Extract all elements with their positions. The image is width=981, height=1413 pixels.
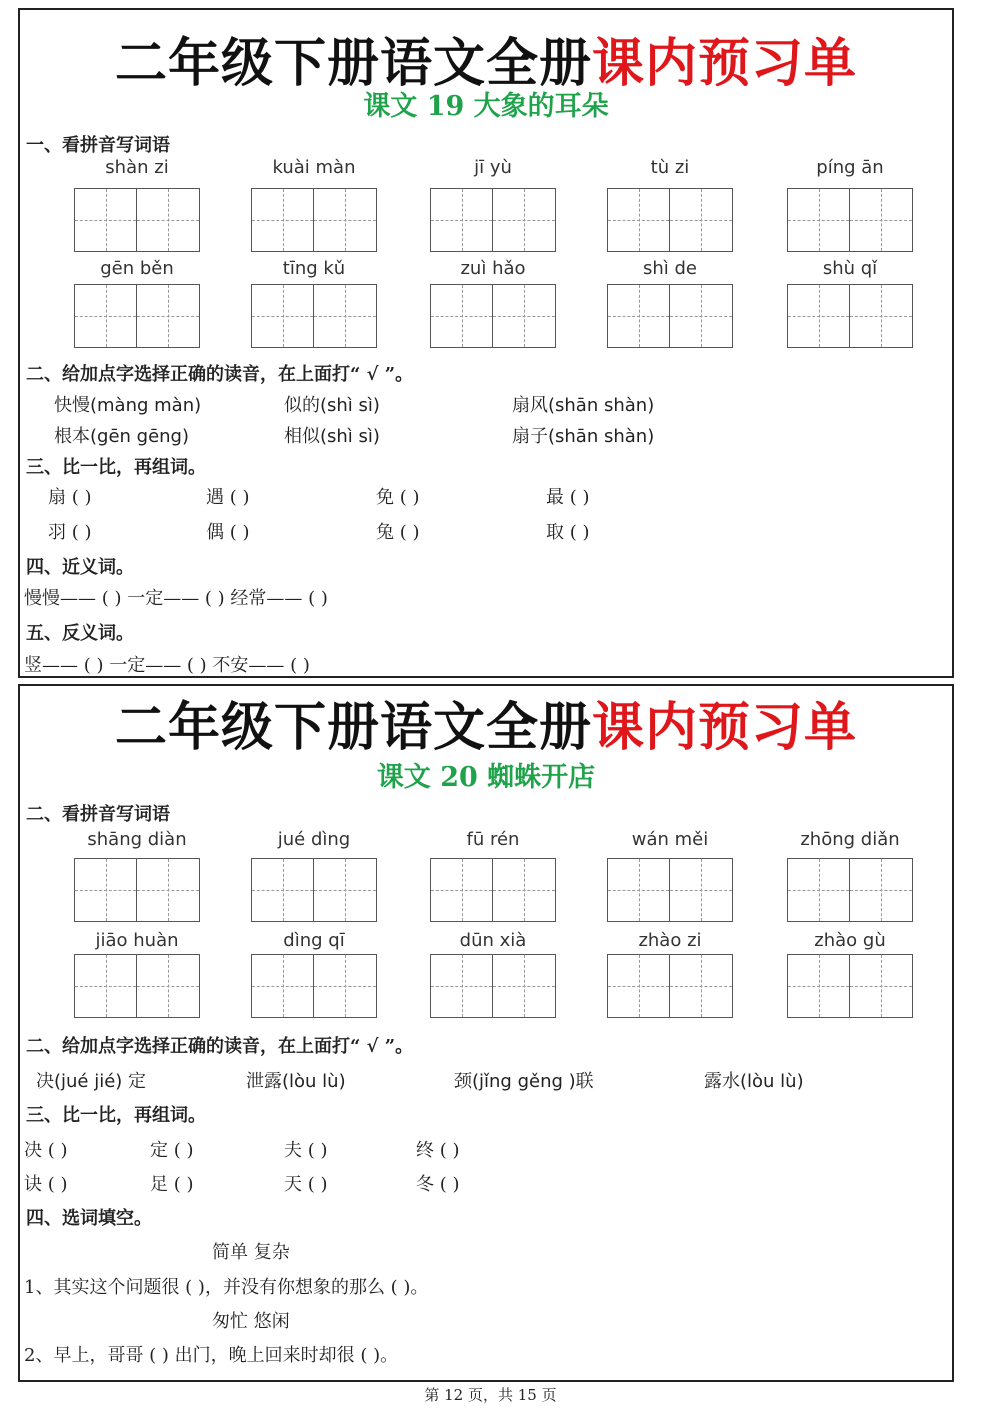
compare-item[interactable]: 冬 ( ) [416,1174,460,1195]
fill-blank-sentence[interactable]: 1、其实这个问题很 ( )，并没有你想象的那么 ( )。 [24,1277,429,1298]
section-heading: 二、看拼音写词语 [26,804,170,825]
worksheet-title: 二年级下册语文全册课内预习单 [114,33,858,94]
section-heading: 二、给加点字选择正确的读音，在上面打“ √ ”。 [26,1036,414,1057]
reading-choice[interactable]: 似的(shì sì) [284,395,380,416]
compare-item[interactable]: 扇 ( ) [48,487,92,508]
reading-choice[interactable]: 根本(gēn gēng) [54,426,190,447]
writing-grid[interactable] [430,188,556,252]
reading-choice[interactable]: 扇风(shān shàn) [512,395,655,416]
pinyin-label: shì de [642,258,697,279]
page-number: 第 12 页，共 15 页 [424,1386,557,1404]
pinyin-label: zhào gù [814,930,886,951]
writing-grid[interactable] [74,188,200,252]
worksheet-title: 二年级下册语文全册课内预习单 [114,697,858,758]
worksheet-lesson-20 [18,684,954,1382]
writing-grid[interactable] [430,954,556,1018]
writing-grid[interactable] [251,858,377,922]
compare-item[interactable]: 兔 ( ) [376,522,420,543]
pinyin-label: píng ān [816,157,884,178]
pinyin-label: tù zi [650,157,690,178]
pinyin-label: fū rén [466,829,520,850]
pinyin-label: jué dìng [277,829,351,850]
writing-grid[interactable] [74,954,200,1018]
section-heading: 五、反义词。 [26,623,134,644]
pinyin-label: jī yù [474,157,512,178]
reading-choice[interactable]: 泄露(lòu lù) [246,1071,346,1092]
section-heading: 四、近义词。 [26,557,134,578]
word-choices: 简单 复杂 [212,1242,290,1263]
pinyin-label: shàn zi [105,157,169,178]
compare-item[interactable]: 偶 ( ) [206,522,250,543]
writing-grid[interactable] [787,858,913,922]
writing-grid[interactable] [251,188,377,252]
writing-grid[interactable] [74,858,200,922]
lesson-subtitle: 课文 19 大象的耳朵 [363,91,609,122]
reading-choice[interactable]: 扇子(shān shàn) [512,426,655,447]
pinyin-label: wán měi [631,829,709,850]
pinyin-label: zuì hǎo [460,258,526,279]
compare-item[interactable]: 终 ( ) [416,1140,460,1161]
reading-choice[interactable]: 决(jué jié) 定 [36,1071,147,1092]
compare-item[interactable]: 免 ( ) [376,487,420,508]
writing-grid[interactable] [74,284,200,348]
compare-item[interactable]: 诀 ( ) [24,1174,68,1195]
pinyin-label: tīng kǔ [282,258,346,279]
reading-choice[interactable]: 快慢(màng màn) [54,395,202,416]
writing-grid[interactable] [251,284,377,348]
writing-grid[interactable] [430,858,556,922]
pinyin-label: dìng qī [283,930,345,951]
fill-blank-sentence[interactable]: 2、早上，哥哥 ( ) 出门，晚上回来时却很 ( )。 [24,1345,399,1366]
pinyin-label: shāng diàn [87,829,187,850]
pinyin-label: gēn běn [100,258,174,279]
antonym-line[interactable]: 竖—— ( ) 一定—— ( ) 不安—— ( ) [24,655,310,676]
pinyin-label: zhōng diǎn [800,829,900,850]
writing-grid[interactable] [251,954,377,1018]
pinyin-label: dūn xià [459,930,527,951]
compare-item[interactable]: 天 ( ) [284,1174,328,1195]
compare-item[interactable]: 足 ( ) [150,1174,194,1195]
reading-choice[interactable]: 颈(jǐng gěng )联 [454,1071,594,1092]
writing-grid[interactable] [787,954,913,1018]
pinyin-label: jiāo huàn [95,930,179,951]
compare-item[interactable]: 决 ( ) [24,1140,68,1161]
compare-item[interactable]: 定 ( ) [150,1140,194,1161]
compare-item[interactable]: 羽 ( ) [48,522,92,543]
compare-item[interactable]: 夫 ( ) [284,1140,328,1161]
section-heading: 三、比一比，再组词。 [26,457,206,478]
writing-grid[interactable] [787,284,913,348]
pinyin-label: kuài màn [272,157,356,178]
section-heading: 三、比一比，再组词。 [26,1105,206,1126]
reading-choice[interactable]: 相似(shì sì) [284,426,380,447]
compare-item[interactable]: 取 ( ) [546,522,590,543]
pinyin-label: zhào zi [638,930,702,951]
compare-item[interactable]: 最 ( ) [546,487,590,508]
reading-choice[interactable]: 露水(lòu lù) [704,1071,804,1092]
writing-grid[interactable] [607,954,733,1018]
pinyin-label: shù qǐ [822,258,878,279]
worksheet-lesson-19 [18,8,954,678]
word-choices: 匆忙 悠闲 [212,1311,290,1332]
writing-grid[interactable] [787,188,913,252]
writing-grid[interactable] [607,858,733,922]
writing-grid[interactable] [607,284,733,348]
synonym-line[interactable]: 慢慢—— ( ) 一定—— ( ) 经常—— ( ) [24,588,328,609]
writing-grid[interactable] [430,284,556,348]
lesson-subtitle: 课文 20 蜘蛛开店 [376,762,596,793]
compare-item[interactable]: 遇 ( ) [206,487,250,508]
section-heading: 二、给加点字选择正确的读音，在上面打“ √ ”。 [26,364,414,385]
writing-grid[interactable] [607,188,733,252]
section-heading: 四、选词填空。 [26,1208,152,1229]
section-heading: 一、看拼音写词语 [26,135,170,156]
